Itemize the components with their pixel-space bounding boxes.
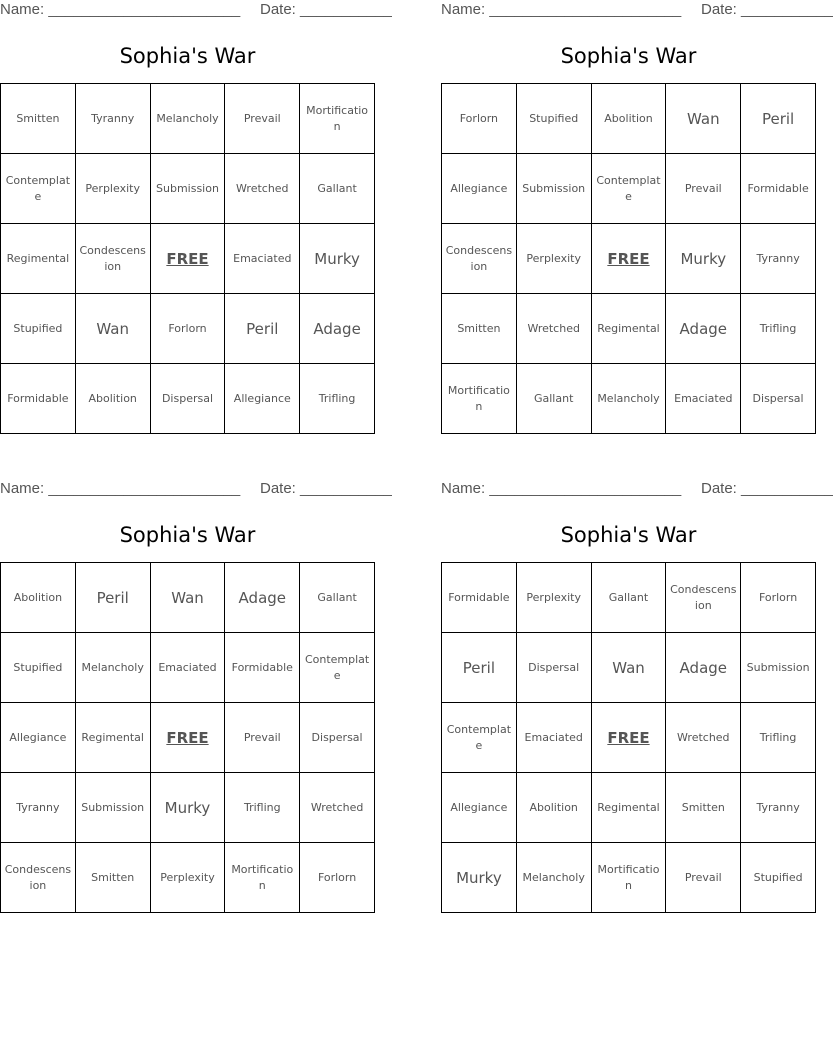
bingo-cell: Perplexity	[151, 843, 226, 913]
bingo-cell: Contemplate	[1, 154, 76, 224]
name-field-label: Name: _______________________	[441, 1, 682, 18]
bingo-cell: Prevail	[666, 154, 741, 224]
bingo-card	[441, 0, 833, 440]
bingo-cell: Perplexity	[76, 154, 151, 224]
bingo-cell: Dispersal	[741, 364, 816, 434]
bingo-cell: Emaciated	[517, 703, 592, 773]
bingo-cell: Trifling	[300, 364, 375, 434]
card-title: Sophia's War	[560, 523, 697, 547]
bingo-cell: Abolition	[76, 364, 151, 434]
free-space-cell: FREE	[592, 703, 667, 773]
name-field-label: Name: _______________________	[0, 1, 241, 18]
date-field-label: Date: ___________	[701, 1, 833, 18]
name-date-line	[0, 0, 392, 20]
bingo-cell: Emaciated	[225, 224, 300, 294]
name-field-label: Name: _______________________	[0, 480, 241, 497]
bingo-cell: Contemplate	[300, 633, 375, 703]
bingo-cell: Allegiance	[1, 703, 76, 773]
bingo-cell: Forlorn	[151, 294, 226, 364]
bingo-cell: Allegiance	[442, 154, 517, 224]
bingo-cell: Smitten	[666, 773, 741, 843]
bingo-cell: Wretched	[225, 154, 300, 224]
bingo-cell: Murky	[151, 773, 226, 843]
bingo-cell: Wan	[76, 294, 151, 364]
name-field-label: Name: _______________________	[441, 480, 682, 497]
bingo-cell: Contemplate	[592, 154, 667, 224]
bingo-cell: Dispersal	[517, 633, 592, 703]
bingo-cell: Regimental	[1, 224, 76, 294]
card-title: Sophia's War	[119, 523, 256, 547]
bingo-cell: Trifling	[741, 294, 816, 364]
bingo-cell: Gallant	[300, 563, 375, 633]
bingo-cell: Gallant	[592, 563, 667, 633]
bingo-cell: Melancholy	[76, 633, 151, 703]
bingo-card	[441, 479, 833, 919]
bingo-cell: Stupified	[1, 294, 76, 364]
bingo-cell: Tyranny	[741, 224, 816, 294]
bingo-cell: Regimental	[76, 703, 151, 773]
bingo-cell: Mortification	[592, 843, 667, 913]
bingo-cell: Regimental	[592, 773, 667, 843]
bingo-card	[0, 479, 392, 919]
bingo-cell: Peril	[442, 633, 517, 703]
card-title: Sophia's War	[560, 44, 697, 68]
bingo-cell: Prevail	[225, 84, 300, 154]
card-title: Sophia's War	[119, 44, 256, 68]
free-space-cell: FREE	[151, 224, 226, 294]
bingo-cell: Wan	[592, 633, 667, 703]
bingo-grid	[0, 562, 375, 913]
name-date-line	[441, 0, 833, 20]
bingo-cell: Smitten	[76, 843, 151, 913]
bingo-cell: Melancholy	[592, 364, 667, 434]
bingo-cell: Adage	[225, 563, 300, 633]
bingo-cell: Adage	[666, 633, 741, 703]
bingo-cell: Forlorn	[442, 84, 517, 154]
bingo-cell: Abolition	[517, 773, 592, 843]
bingo-cell: Wretched	[666, 703, 741, 773]
bingo-cell: Formidable	[442, 563, 517, 633]
bingo-cell: Abolition	[592, 84, 667, 154]
bingo-cell: Peril	[741, 84, 816, 154]
bingo-cell: Melancholy	[151, 84, 226, 154]
bingo-cell: Melancholy	[517, 843, 592, 913]
bingo-cell: Murky	[442, 843, 517, 913]
name-date-line	[0, 479, 392, 499]
bingo-cell: Gallant	[300, 154, 375, 224]
bingo-cell: Trifling	[741, 703, 816, 773]
bingo-cell: Contemplate	[442, 703, 517, 773]
bingo-cell: Peril	[225, 294, 300, 364]
bingo-cell: Condescension	[666, 563, 741, 633]
bingo-cell: Formidable	[225, 633, 300, 703]
bingo-cell: Dispersal	[151, 364, 226, 434]
bingo-cell: Tyranny	[741, 773, 816, 843]
bingo-cell: Wan	[151, 563, 226, 633]
bingo-cell: Regimental	[592, 294, 667, 364]
bingo-cell: Dispersal	[300, 703, 375, 773]
bingo-cell: Forlorn	[300, 843, 375, 913]
date-field-label: Date: ___________	[701, 480, 833, 497]
bingo-grid	[441, 83, 816, 434]
bingo-cell: Formidable	[1, 364, 76, 434]
bingo-cell: Murky	[666, 224, 741, 294]
bingo-cell: Perplexity	[517, 224, 592, 294]
bingo-cell: Emaciated	[151, 633, 226, 703]
bingo-cell: Emaciated	[666, 364, 741, 434]
bingo-cell: Smitten	[1, 84, 76, 154]
date-field-label: Date: ___________	[260, 480, 392, 497]
bingo-cell: Trifling	[225, 773, 300, 843]
bingo-cell: Murky	[300, 224, 375, 294]
bingo-cell: Mortification	[300, 84, 375, 154]
bingo-cell: Forlorn	[741, 563, 816, 633]
bingo-cell: Tyranny	[76, 84, 151, 154]
bingo-cell: Adage	[300, 294, 375, 364]
name-date-line	[441, 479, 833, 499]
date-field-label: Date: ___________	[260, 1, 392, 18]
bingo-cell: Submission	[151, 154, 226, 224]
bingo-cell: Formidable	[741, 154, 816, 224]
bingo-grid	[441, 562, 816, 913]
bingo-cell: Condescension	[76, 224, 151, 294]
bingo-cell: Prevail	[225, 703, 300, 773]
bingo-cell: Stupified	[517, 84, 592, 154]
free-space-cell: FREE	[151, 703, 226, 773]
bingo-cell: Condescension	[1, 843, 76, 913]
bingo-cell: Gallant	[517, 364, 592, 434]
bingo-cell: Smitten	[442, 294, 517, 364]
bingo-cell: Tyranny	[1, 773, 76, 843]
bingo-cell: Stupified	[741, 843, 816, 913]
bingo-cell: Wan	[666, 84, 741, 154]
bingo-cell: Prevail	[666, 843, 741, 913]
bingo-cell: Submission	[76, 773, 151, 843]
bingo-cell: Submission	[517, 154, 592, 224]
bingo-grid	[0, 83, 375, 434]
bingo-cell: Allegiance	[225, 364, 300, 434]
bingo-cell: Allegiance	[442, 773, 517, 843]
bingo-cell: Condescension	[442, 224, 517, 294]
bingo-cell: Submission	[741, 633, 816, 703]
bingo-cell: Mortification	[442, 364, 517, 434]
bingo-cell: Mortification	[225, 843, 300, 913]
bingo-cell: Wretched	[517, 294, 592, 364]
bingo-card	[0, 0, 392, 440]
bingo-cell: Peril	[76, 563, 151, 633]
free-space-cell: FREE	[592, 224, 667, 294]
bingo-cell: Adage	[666, 294, 741, 364]
bingo-cell: Abolition	[1, 563, 76, 633]
bingo-cell: Stupified	[1, 633, 76, 703]
bingo-cell: Wretched	[300, 773, 375, 843]
bingo-cell: Perplexity	[517, 563, 592, 633]
